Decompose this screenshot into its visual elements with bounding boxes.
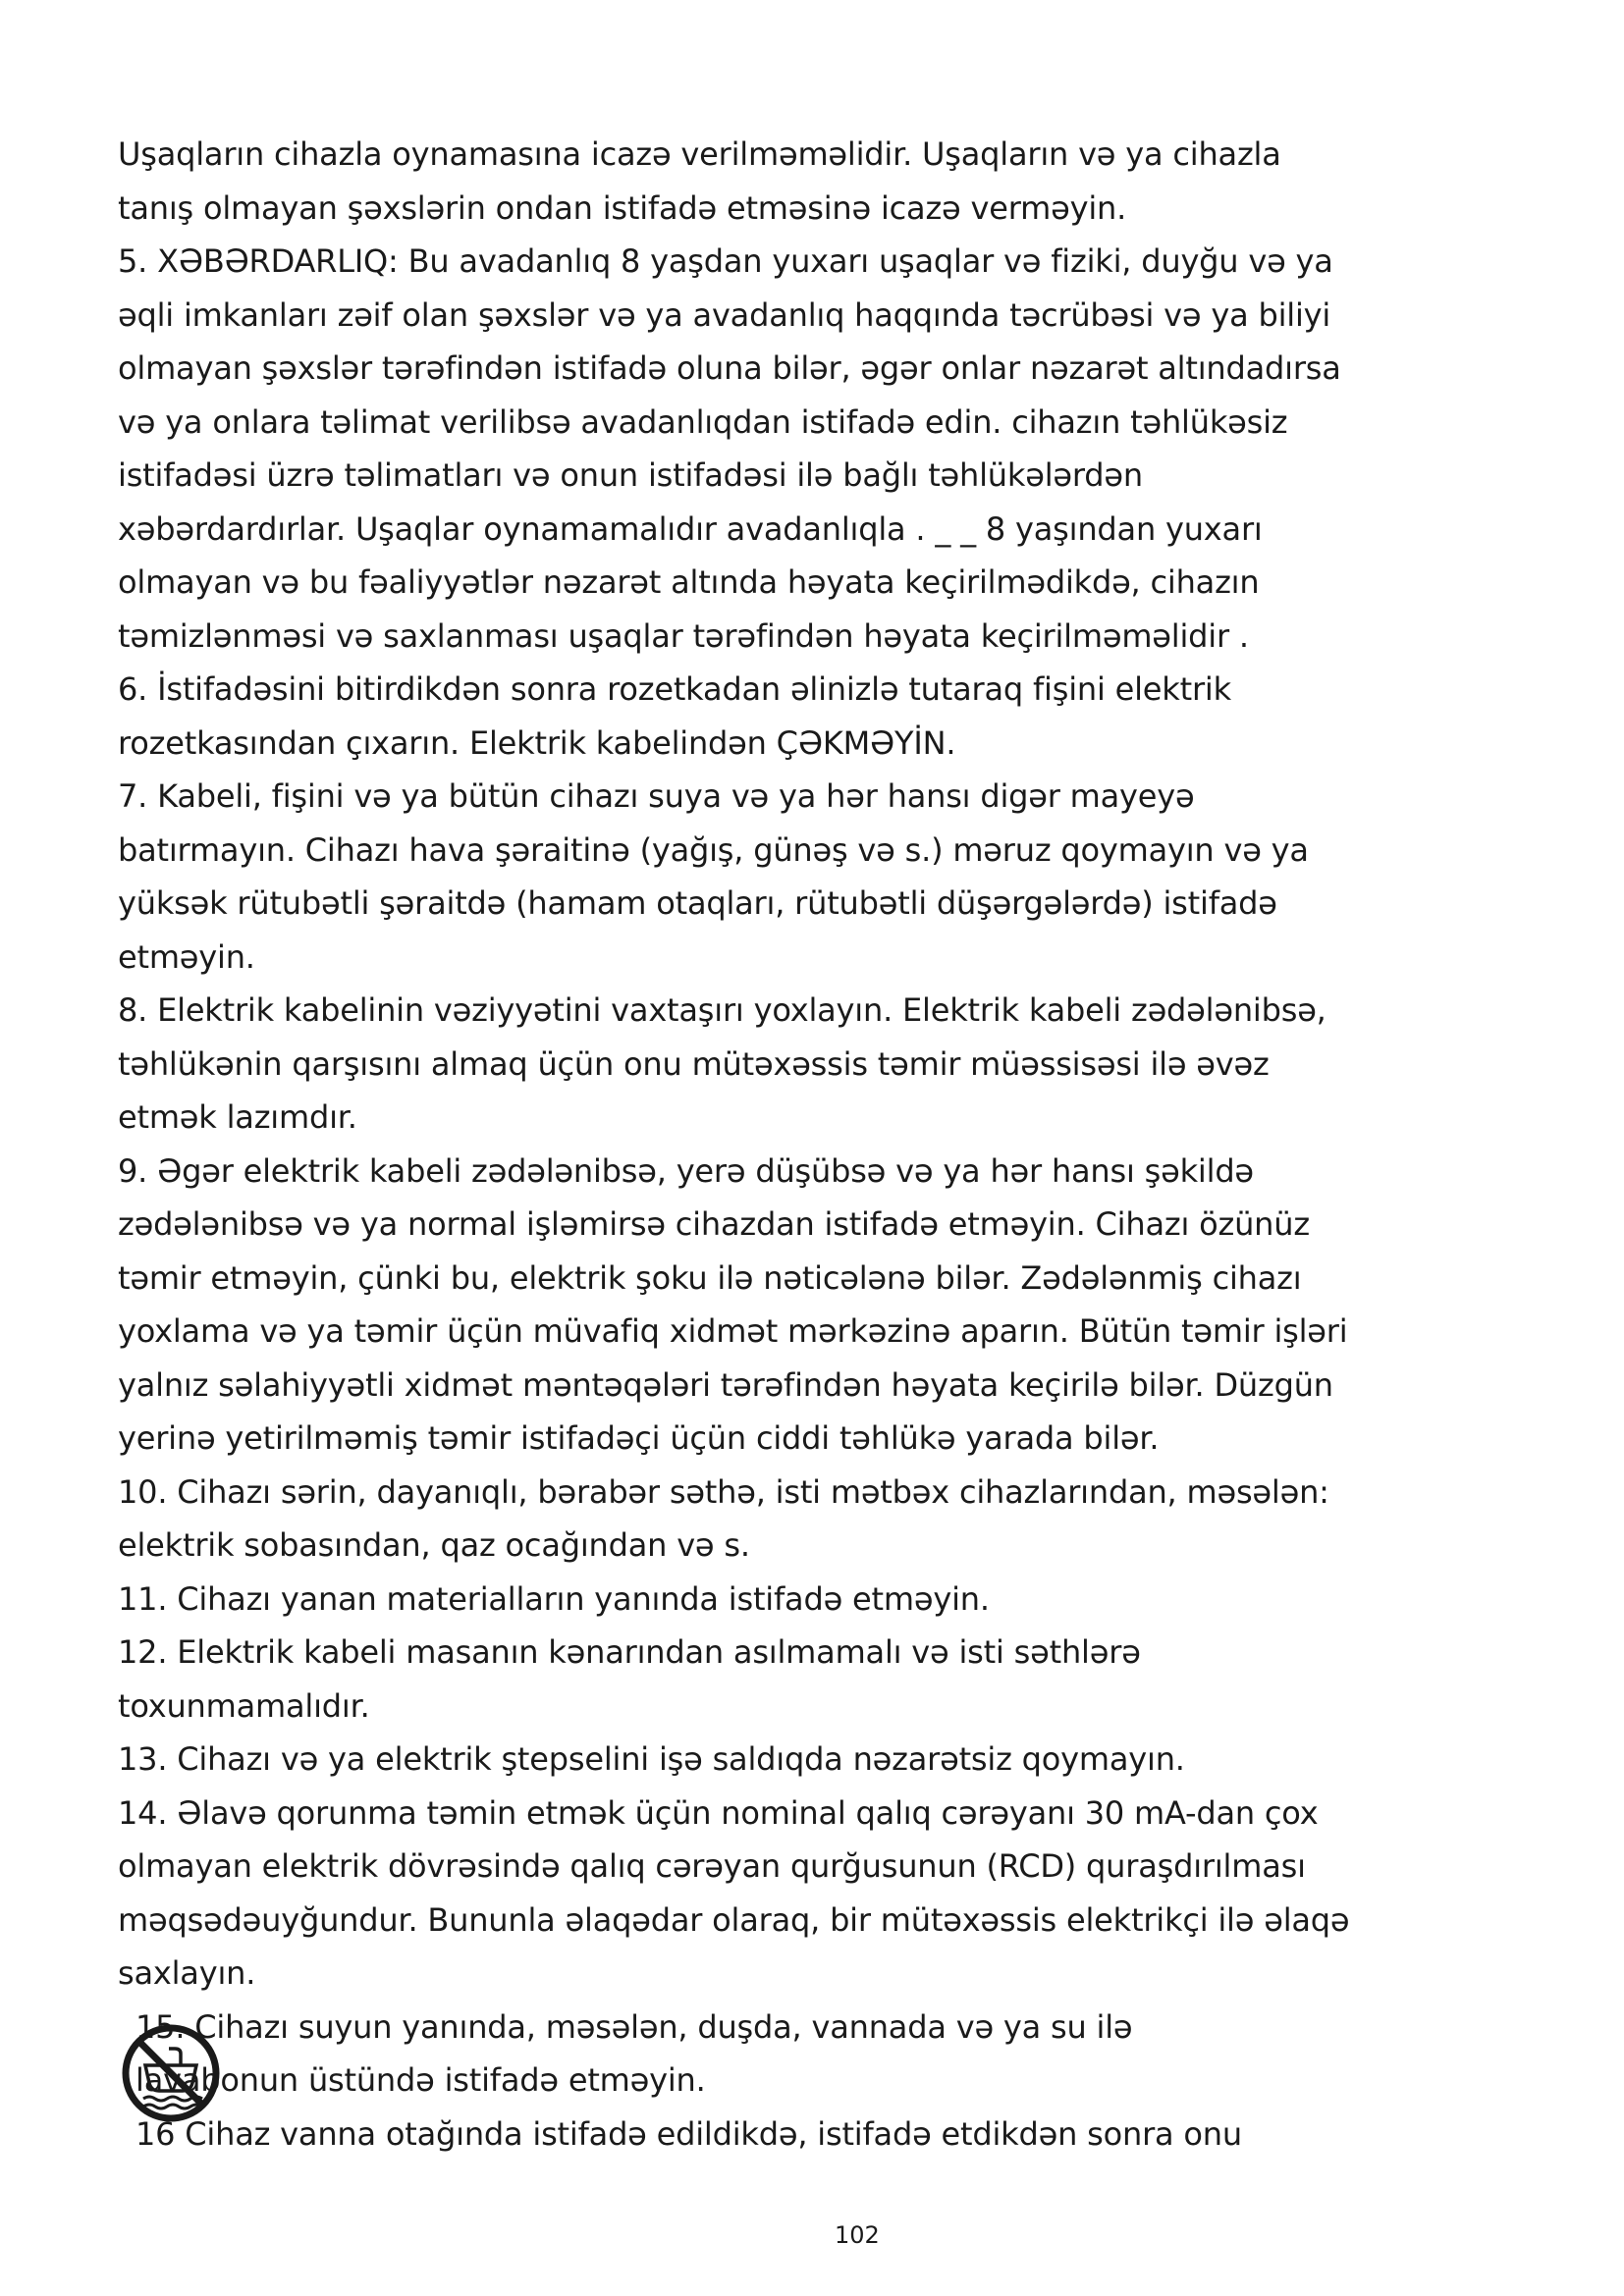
text-line: olmayan və bu fəaliyyətlər nəzarət altında həyata keçirilmədikdə, cihazın xyxy=(118,563,1260,601)
text-line: elektrik sobasından, qaz ocağından və s. xyxy=(118,1526,750,1564)
text-line: təmir etməyin, çünki bu, elektrik şoku ilə nəticələnə bilər. Zədələnmiş cihazı xyxy=(118,1258,1302,1297)
text-line: təhlükənin qarşısını almaq üçün onu mütəxəssis təmir müəssisəsi ilə əvəz xyxy=(118,1044,1270,1083)
text-line: yüksək rütubətli şəraitdə (hamam otaqları, rütubətli düşərgələrdə) istifadə xyxy=(118,884,1277,922)
text-line: təmizlənməsi və saxlanması uşaqlar tərəfindən həyata keçirilməməlidir . xyxy=(118,616,1249,655)
text-line: 15. Cihazı suyun yanında, məsələn, duşda, vannada və ya su ilə xyxy=(135,2007,1133,2046)
text-line: batırmayın. Cihazı hava şəraitinə (yağış, günəş və s.) məruz qoymayın və ya xyxy=(118,830,1309,869)
text-line: zədələnibsə və ya normal işləmirsə cihazdan istifadə etməyin. Cihazı özünüz xyxy=(118,1205,1310,1243)
text-line: 13. Cihazı və ya elektrik ştepselini işə saldıqda nəzarətsiz qoymayın. xyxy=(118,1740,1185,1778)
text-line: saxlayın. xyxy=(118,1954,256,1992)
text-line: 7. Kabeli, fişini və ya bütün cihazı suya və ya hər hansı digər mayeyə xyxy=(118,777,1195,815)
page-number: 102 xyxy=(835,2221,880,2249)
text-line: 16 Cihaz vanna otağında istifadə edildikdə, istifadə etdikdən sonra onu xyxy=(135,2114,1242,2153)
text-line: rozetkasından çıxarın. Elektrik kabelindən ÇƏKMƏYİN. xyxy=(118,723,956,762)
text-line: tanış olmayan şəxslərin ondan istifadə etməsinə icazə verməyin. xyxy=(118,188,1127,227)
text-line: yalnız səlahiyyətli xidmət məntəqələri tərəfindən həyata keçirilə bilər. Düzgün xyxy=(118,1365,1333,1404)
text-line: yerinə yetirilməmiş təmir istifadəçi üçün ciddi təhlükə yarada bilər. xyxy=(118,1419,1160,1457)
text-line: 9. Əgər elektrik kabeli zədələnibsə, yerə düşübsə və ya hər hansı şəkildə xyxy=(118,1151,1254,1190)
text-line: 6. İstifadəsini bitirdikdən sonra rozetkadan əlinizlə tutaraq fişini elektrik xyxy=(118,670,1231,708)
text-line: 10. Cihazı sərin, dayanıqlı, bərabər səthə, isti mətbəx cihazlarından, məsələn: xyxy=(118,1472,1329,1511)
text-line: 8. Elektrik kabelinin vəziyyətini vaxtaşırı yoxlayın. Elektrik kabeli zədələnibsə, xyxy=(118,991,1326,1029)
text-line: Uşaqların cihazla oynamasına icazə verilməməlidir. Uşaqların və ya cihazla xyxy=(118,135,1281,173)
text-line: xəbərdardırlar. Uşaqlar oynamamalıdır avadanlıqla . _ _ 8 yaşından yuxarı xyxy=(118,509,1263,548)
text-line: yoxlama və ya təmir üçün müvafiq xidmət mərkəzinə aparın. Bütün təmir işləri xyxy=(118,1312,1348,1350)
text-line: 14. Əlavə qorunma təmin etmək üçün nominal qalıq cərəyanı 30 mA-dan çox xyxy=(118,1793,1319,1832)
text-line: olmayan şəxslər tərəfindən istifadə oluna bilər, əgər onlar nəzarət altındadırsa xyxy=(118,349,1341,387)
text-line: toxunmamalıdır. xyxy=(118,1686,370,1725)
text-line: əqli imkanları zəif olan şəxslər və ya avadanlıq haqqında təcrübəsi və ya biliyi xyxy=(118,295,1331,334)
text-line: məqsədəuyğundur. Bununla əlaqədar olaraq, bir mütəxəssis elektrikçi ilə əlaqə xyxy=(118,1900,1350,1939)
text-line: etməyin. xyxy=(118,937,255,976)
instructions-text xyxy=(118,128,1532,2161)
text-line: olmayan elektrik dövrəsində qalıq cərəyan qurğusunun (RCD) quraşdırılması xyxy=(118,1847,1306,1885)
text-line: 11. Cihazı yanan materialların yanında istifadə etməyin. xyxy=(118,1579,990,1618)
text-line: lavabonun üstündə istifadə etməyin. xyxy=(135,2061,706,2099)
text-line: 5. XƏBƏRDARLIQ: Bu avadanlıq 8 yaşdan yuxarı uşaqlar və fiziki, duyğu və ya xyxy=(118,242,1333,280)
text-line: etmək lazımdır. xyxy=(118,1098,357,1136)
no-bathtub-water-icon xyxy=(120,2022,222,2124)
text-line: istifadəsi üzrə təlimatları və onun istifadəsi ilə bağlı təhlükələrdən xyxy=(118,456,1143,494)
text-line: və ya onlara təlimat verilibsə avadanlıqdan istifadə edin. cihazın təhlükəsiz xyxy=(118,402,1288,441)
text-line: 12. Elektrik kabeli masanın kənarından asılmamalı və isti səthlərə xyxy=(118,1633,1141,1671)
